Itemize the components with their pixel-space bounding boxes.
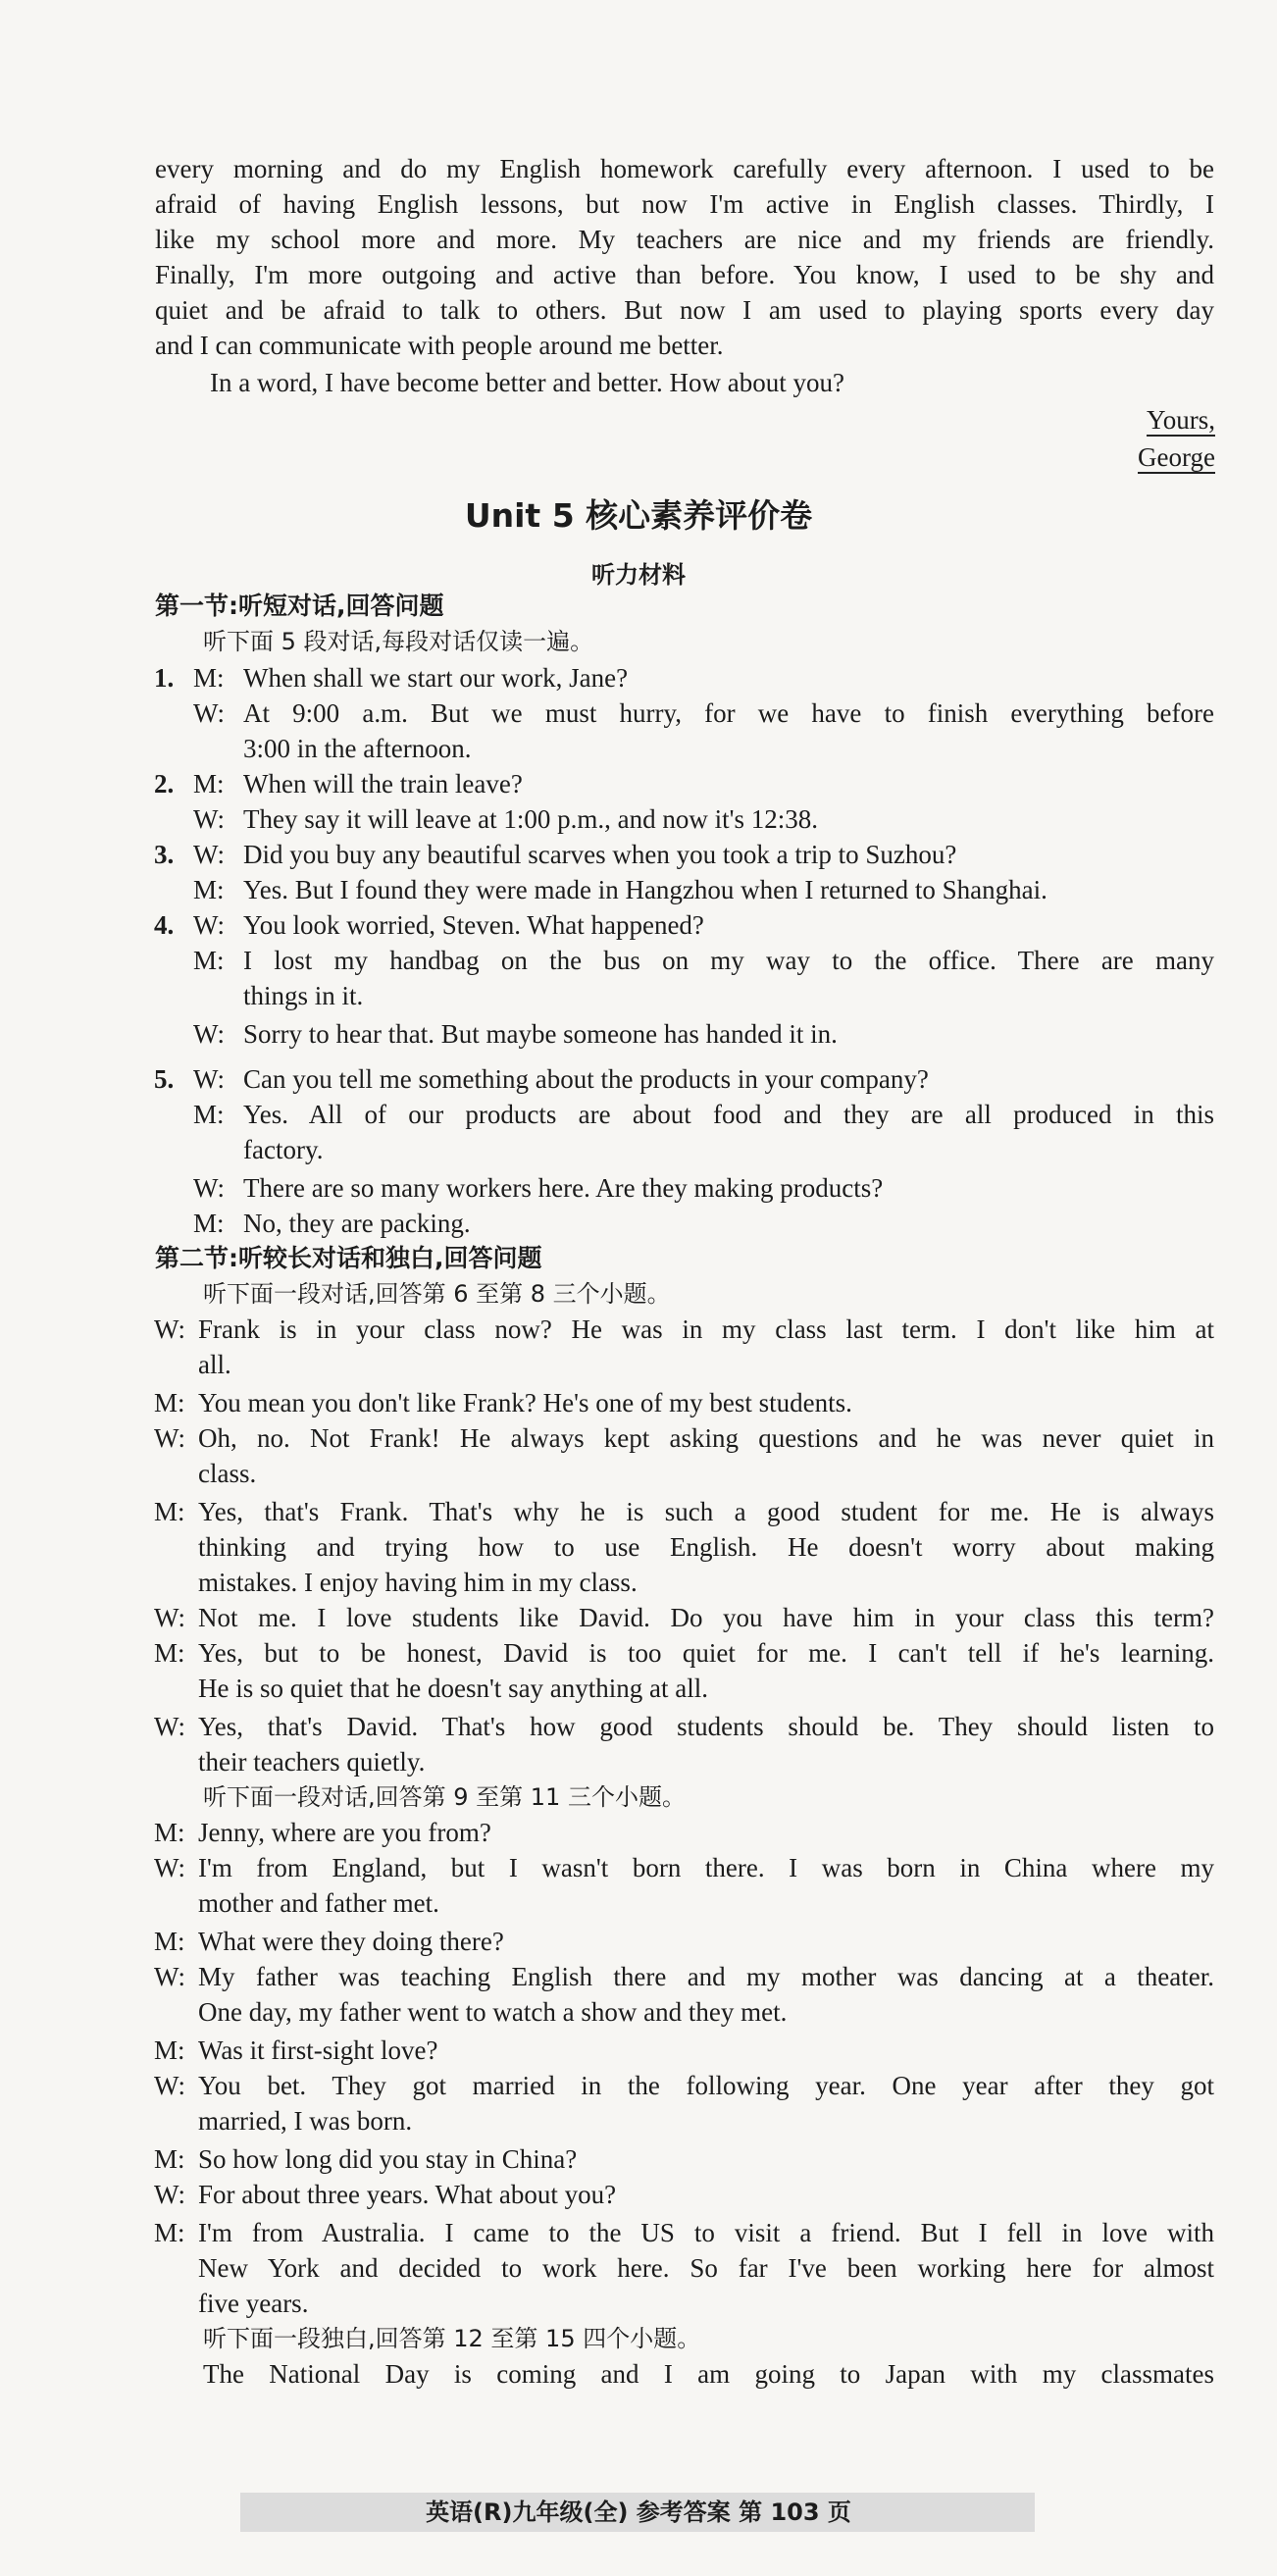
dialogue-text: class. xyxy=(198,1459,257,1488)
dialogue-text: Yes. But I found they were made in Hangzhou when I returned to Shanghai. xyxy=(243,875,1047,904)
speaker-label: W: xyxy=(154,1962,185,1991)
dialogue-text: You bet. They got married in the following year. One year after they got xyxy=(198,2071,1214,2100)
speaker-label: W: xyxy=(193,1064,225,1094)
section-instruction: 听下面一段对话,回答第 6 至第 8 三个小题。 xyxy=(203,1280,671,1308)
dialogue-text: They say it will leave at 1:00 p.m., and now it's 12:38. xyxy=(243,804,819,834)
dialogue-text: mistakes. I enjoy having him in my class. xyxy=(198,1568,638,1597)
speaker-label: M: xyxy=(193,1209,225,1238)
section-instruction: 听下面一段独白,回答第 12 至第 15 四个小题。 xyxy=(203,2325,701,2352)
question-number: 1. xyxy=(154,663,175,693)
speaker-label: M: xyxy=(154,1927,185,1956)
speaker-label: W: xyxy=(154,1712,185,1741)
letter-line: every morning and do my English homework carefully every afternoon. I used to be xyxy=(155,154,1214,183)
dialogue-text: No, they are packing. xyxy=(243,1209,471,1238)
section-heading: 第二节:听较长对话和独白,回答问题 xyxy=(155,1244,542,1272)
speaker-label: M: xyxy=(193,946,225,975)
dialogue-text: When shall we start our work, Jane? xyxy=(243,663,629,693)
dialogue-text: I'm from Australia. I came to the US to visit a friend. But I fell in love with xyxy=(198,2218,1214,2247)
dialogue-text: Yes, that's David. That's how good students should be. They should listen to xyxy=(198,1712,1214,1741)
speaker-label: M: xyxy=(193,1100,225,1129)
speaker-label: M: xyxy=(154,2035,185,2065)
letter-line: like my school more and more. My teachers are nice and my friends are friendly. xyxy=(155,225,1214,254)
speaker-label: W: xyxy=(193,804,225,834)
dialogue-text: mother and father met. xyxy=(198,1888,439,1918)
section-instruction: 听下面一段对话,回答第 9 至第 11 三个小题。 xyxy=(203,1783,686,1811)
dialogue-text: Can you tell me something about the products in your company? xyxy=(243,1064,929,1094)
page-footer: 英语(R)九年级(全) 参考答案 第 103 页 xyxy=(426,2499,851,2526)
letter-signature: George xyxy=(1138,442,1215,472)
speaker-label: W: xyxy=(193,1019,225,1049)
dialogue-text: For about three years. What about you? xyxy=(198,2180,617,2209)
dialogue-text: My father was teaching English there and my mother was dancing at a theater. xyxy=(198,1962,1214,1991)
section-heading: 第一节:听短对话,回答问题 xyxy=(155,592,444,620)
dialogue-text: Not me. I love students like David. Do you have him in your class this term? xyxy=(198,1603,1214,1632)
dialogue-text: There are so many workers here. Are they making products? xyxy=(243,1173,884,1203)
section-instruction: 听下面 5 段对话,每段对话仅读一遍。 xyxy=(203,628,594,655)
speaker-label: M: xyxy=(154,1497,185,1526)
dialogue-text: So how long did you stay in China? xyxy=(198,2144,578,2174)
dialogue-text: Sorry to hear that. But maybe someone has handed it in. xyxy=(243,1019,838,1049)
dialogue-text: One day, my father went to watch a show and they met. xyxy=(198,1997,788,2027)
dialogue-text: He is so quiet that he doesn't say anything at all. xyxy=(198,1674,709,1703)
question-number: 3. xyxy=(154,840,175,869)
letter-closing: In a word, I have become better and better. How about you? xyxy=(210,368,845,397)
speaker-label: W: xyxy=(193,1173,225,1203)
dialogue-text: things in it. xyxy=(243,981,364,1010)
dialogue-text: You look worried, Steven. What happened? xyxy=(243,910,704,940)
dialogue-text: Jenny, where are you from? xyxy=(198,1818,491,1847)
dialogue-text: Oh, no. Not Frank! He always kept asking questions and he was never quiet in xyxy=(198,1423,1214,1453)
speaker-label: M: xyxy=(193,769,225,799)
speaker-label: M: xyxy=(154,1638,185,1668)
speaker-label: M: xyxy=(154,2218,185,2247)
speaker-label: W: xyxy=(154,1853,185,1882)
monologue-text: The National Day is coming and I am going to Japan with my classmates xyxy=(203,2359,1214,2389)
dialogue-text: I'm from England, but I wasn't born there. I was born in China where my xyxy=(198,1853,1214,1882)
dialogue-text: married, I was born. xyxy=(198,2106,413,2136)
letter-line: quiet and be afraid to talk to others. But now I am used to playing sports every day xyxy=(155,295,1214,325)
dialogue-text: Yes, that's Frank. That's why he is such a good student for me. He is always xyxy=(198,1497,1214,1526)
speaker-label: W: xyxy=(154,1423,185,1453)
speaker-label: M: xyxy=(154,2144,185,2174)
dialogue-text: You mean you don't like Frank? He's one of my best students. xyxy=(198,1388,852,1417)
speaker-label: M: xyxy=(154,1818,185,1847)
dialogue-text: Frank is in your class now? He was in my class last term. I don't like him at xyxy=(198,1314,1214,1344)
speaker-label: W: xyxy=(193,698,225,728)
dialogue-text: At 9:00 a.m. But we must hurry, for we have to finish everything before xyxy=(243,698,1214,728)
dialogue-text: factory. xyxy=(243,1135,324,1164)
letter-signoff: Yours, xyxy=(1146,405,1215,435)
question-number: 2. xyxy=(154,769,175,799)
page-subtitle: 听力材料 xyxy=(591,561,686,589)
dialogue-text: all. xyxy=(198,1350,231,1379)
dialogue-text: When will the train leave? xyxy=(243,769,523,799)
letter-line: afraid of having English lessons, but now I'm active in English classes. Thirdly, I xyxy=(155,189,1214,219)
page-title: Unit 5 核心素养评价卷 xyxy=(464,496,813,535)
dialogue-text: New York and decided to work here. So far I've been working here for almost xyxy=(198,2253,1214,2283)
dialogue-text: Yes. All of our products are about food and they are all produced in this xyxy=(243,1100,1214,1129)
dialogue-text: Yes, but to be honest, David is too quiet for me. I can't tell if he's learning. xyxy=(198,1638,1214,1668)
dialogue-text: I lost my handbag on the bus on my way to the office. There are many xyxy=(243,946,1214,975)
speaker-label: W: xyxy=(154,2071,185,2100)
dialogue-text: What were they doing there? xyxy=(198,1927,504,1956)
speaker-label: M: xyxy=(193,663,225,693)
letter-line: Finally, I'm more outgoing and active than before. You know, I used to be shy and xyxy=(155,260,1214,289)
dialogue-text: thinking and trying how to use English. He doesn't worry about making xyxy=(198,1532,1214,1562)
dialogue-text: Was it first-sight love? xyxy=(198,2035,438,2065)
speaker-label: W: xyxy=(154,1603,185,1632)
dialogue-text: five years. xyxy=(198,2289,309,2318)
question-number: 4. xyxy=(154,910,175,940)
dialogue-text: 3:00 in the afternoon. xyxy=(243,734,472,763)
speaker-label: W: xyxy=(154,1314,185,1344)
speaker-label: W: xyxy=(154,2180,185,2209)
dialogue-text: their teachers quietly. xyxy=(198,1747,426,1777)
speaker-label: M: xyxy=(193,875,225,904)
dialogue-text: Did you buy any beautiful scarves when you took a trip to Suzhou? xyxy=(243,840,957,869)
speaker-label: W: xyxy=(193,910,225,940)
question-number: 5. xyxy=(154,1064,175,1094)
speaker-label: W: xyxy=(193,840,225,869)
letter-line: and I can communicate with people around me better. xyxy=(155,331,724,360)
speaker-label: M: xyxy=(154,1388,185,1417)
